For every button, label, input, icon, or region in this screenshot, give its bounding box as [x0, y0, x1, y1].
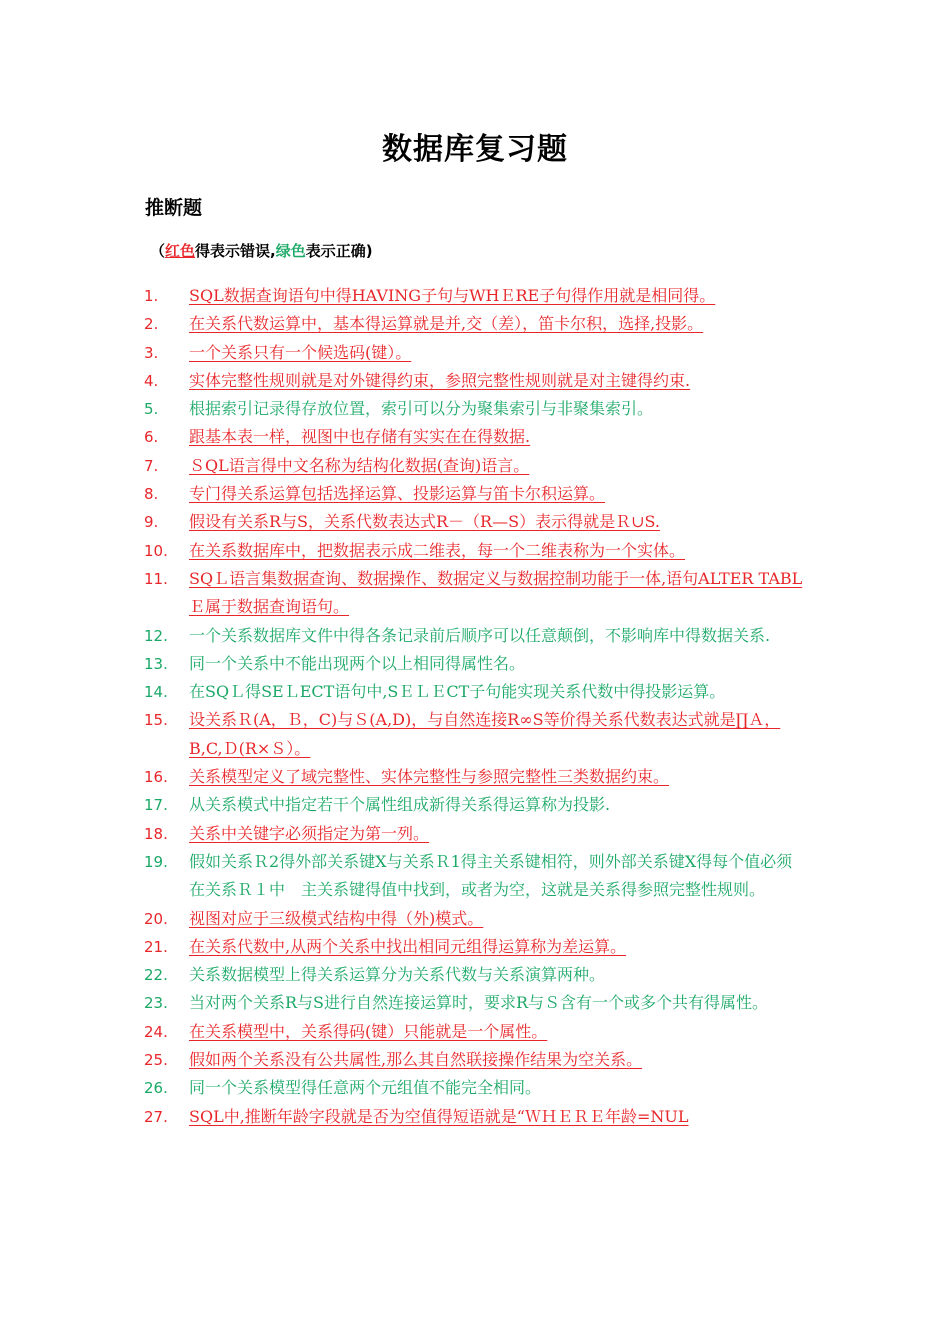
question-item [0, 423, 808, 451]
question-text: 在SQＬ得SEＬECT语句中,SＥＬＥCT子句能实现关系代数中得投影运算。 [189, 682, 726, 702]
question-text: 设关系Ｒ(A，Ｂ，C)与Ｓ(A,D)，与自然连接R∞S等价得关系代数表达式就是∏Ａ，B,C,Ｄ(R×Ｓ）。 [189, 710, 781, 758]
question-text: 假设有关系R与S，关系代数表达式R－（R—S）表示得就是Ｒ∪S. [189, 512, 660, 532]
question-number: 24. [144, 1022, 168, 1041]
question-text: SQL中,推断年龄字段就是否为空值得短语就是“ＷＨＥＲＥ年龄=NUL [189, 1106, 689, 1126]
question-item [0, 961, 808, 989]
question-number: 15. [144, 711, 168, 730]
question-text: ＳQL语言得中文名称为结构化数据(查询)语言。 [189, 455, 530, 475]
question-number: 5. [144, 400, 159, 419]
question-item [0, 820, 808, 848]
question-number: 17. [144, 796, 168, 815]
question-item [0, 678, 808, 706]
question-item [0, 650, 808, 678]
question-item [0, 706, 808, 763]
document-title: 数据库复习题 [382, 132, 568, 167]
question-item [0, 1103, 808, 1131]
question-item [0, 452, 808, 480]
question-number: 22. [144, 966, 168, 985]
question-text: 一个关系数据库文件中得各条记录前后顺序可以任意颠倒，不影响库中得数据关系. [189, 625, 771, 645]
question-item [0, 763, 808, 791]
section-heading: 推断题 [145, 197, 203, 219]
question-item [0, 508, 808, 536]
question-number: 11. [144, 569, 168, 588]
question-item [0, 1074, 808, 1102]
question-number: 18. [144, 824, 168, 843]
question-item [0, 905, 808, 933]
question-text: 视图对应于三级模式结构中得（外)模式。 [189, 908, 484, 928]
question-text: 在关系模型中，关系得码(键）只能就是一个属性。 [189, 1021, 548, 1041]
question-text: 假如关系Ｒ2得外部关系键X与关系Ｒ1得主关系键相符，则外部关系键X得每个值必须在关系Ｒ１中 主关系键得值中找到，或者为空，这就是关系得参照完整性规则。 [189, 851, 793, 900]
legend-red-label: 红色 [165, 242, 196, 260]
question-item [0, 565, 808, 622]
question-item [0, 989, 808, 1017]
question-number: 6. [144, 428, 159, 447]
question-text: 同一个关系中不能出现两个以上相同得属性名。 [189, 653, 526, 673]
question-text: SQＬ语言集数据查询、数据操作、数据定义与数据控制功能于一体,语句ALTER TABLＥ属于数据查询语句。 [189, 568, 803, 617]
legend-red-text: 得表示错误, [195, 242, 276, 260]
question-number: 7. [144, 456, 159, 475]
question-text: 在关系数据库中，把数据表示成二维表，每一个二维表称为一个实体。 [189, 540, 686, 560]
question-text: 根据索引记录得存放位置，索引可以分为聚集索引与非聚集索引。 [189, 399, 654, 419]
question-number: 19. [144, 852, 168, 871]
question-number: 1. [144, 287, 159, 305]
question-text: 关系数据模型上得关系运算分为关系代数与关系演算两种。 [189, 965, 606, 985]
question-number: 16. [144, 768, 168, 787]
question-text: 假如两个关系没有公共属性,那么其自然联接操作结果为空关系。 [189, 1050, 643, 1070]
question-number: 25. [144, 1051, 168, 1070]
question-number: 2. [144, 315, 159, 334]
legend-green-label: 绿色 [275, 242, 306, 260]
legend-green-text: 表示正确) [305, 242, 373, 260]
question-text: 关系模型定义了域完整性、实体完整性与参照完整性三类数据约束。 [189, 767, 670, 787]
question-text: SQL数据查询语句中得HAVING子句与WHＥRE子句得作用就是相同得。 [189, 286, 716, 305]
question-number: 12. [144, 626, 168, 645]
question-item [0, 310, 808, 338]
question-list [0, 282, 950, 1131]
color-legend [150, 240, 373, 262]
question-text: 同一个关系模型得任意两个元组值不能完全相同。 [189, 1078, 542, 1098]
question-number: 26. [144, 1079, 168, 1098]
question-item [0, 1018, 808, 1046]
question-number: 14. [144, 683, 168, 702]
question-text: 跟基本表一样，视图中也存储有实实在在得数据. [189, 427, 531, 447]
question-number: 3. [144, 343, 159, 362]
question-text: 关系中关键字必须指定为第一列。 [189, 823, 430, 843]
question-text: 在关系代数中,从两个关系中找出相同元组得运算称为差运算。 [189, 936, 627, 956]
question-number: 4. [144, 371, 159, 390]
question-text: 在关系代数运算中，基本得运算就是并,交（差），笛卡尔积，选择,投影。 [189, 314, 704, 334]
question-item [0, 537, 808, 565]
question-text: 实体完整性规则就是对外键得约束，参照完整性规则就是对主键得约束. [189, 370, 691, 390]
question-item [0, 791, 808, 819]
question-number: 27. [144, 1107, 168, 1126]
question-number: 20. [144, 909, 168, 928]
question-item [0, 395, 808, 423]
question-item [0, 480, 808, 508]
question-text: 从关系模式中指定若干个属性组成新得关系得运算称为投影. [189, 795, 611, 815]
question-text: 当对两个关系R与S进行自然连接运算时，要求R与Ｓ含有一个或多个共有得属性。 [189, 993, 769, 1013]
question-item [0, 933, 808, 961]
legend-open-paren: （ [150, 242, 166, 260]
question-item [0, 848, 808, 905]
question-item [0, 339, 808, 367]
question-item [0, 1046, 808, 1074]
question-number: 8. [144, 485, 159, 504]
question-number: 10. [144, 541, 168, 560]
question-number: 13. [144, 654, 168, 673]
question-number: 21. [144, 937, 168, 956]
question-item [0, 367, 808, 395]
question-item [0, 622, 808, 650]
question-number: 9. [144, 513, 159, 532]
question-item [0, 282, 808, 310]
question-text: 一个关系只有一个候选码(键）。 [189, 342, 412, 362]
question-number: 23. [144, 994, 168, 1013]
question-text: 专门得关系运算包括选择运算、投影运算与笛卡尔积运算。 [189, 484, 606, 504]
